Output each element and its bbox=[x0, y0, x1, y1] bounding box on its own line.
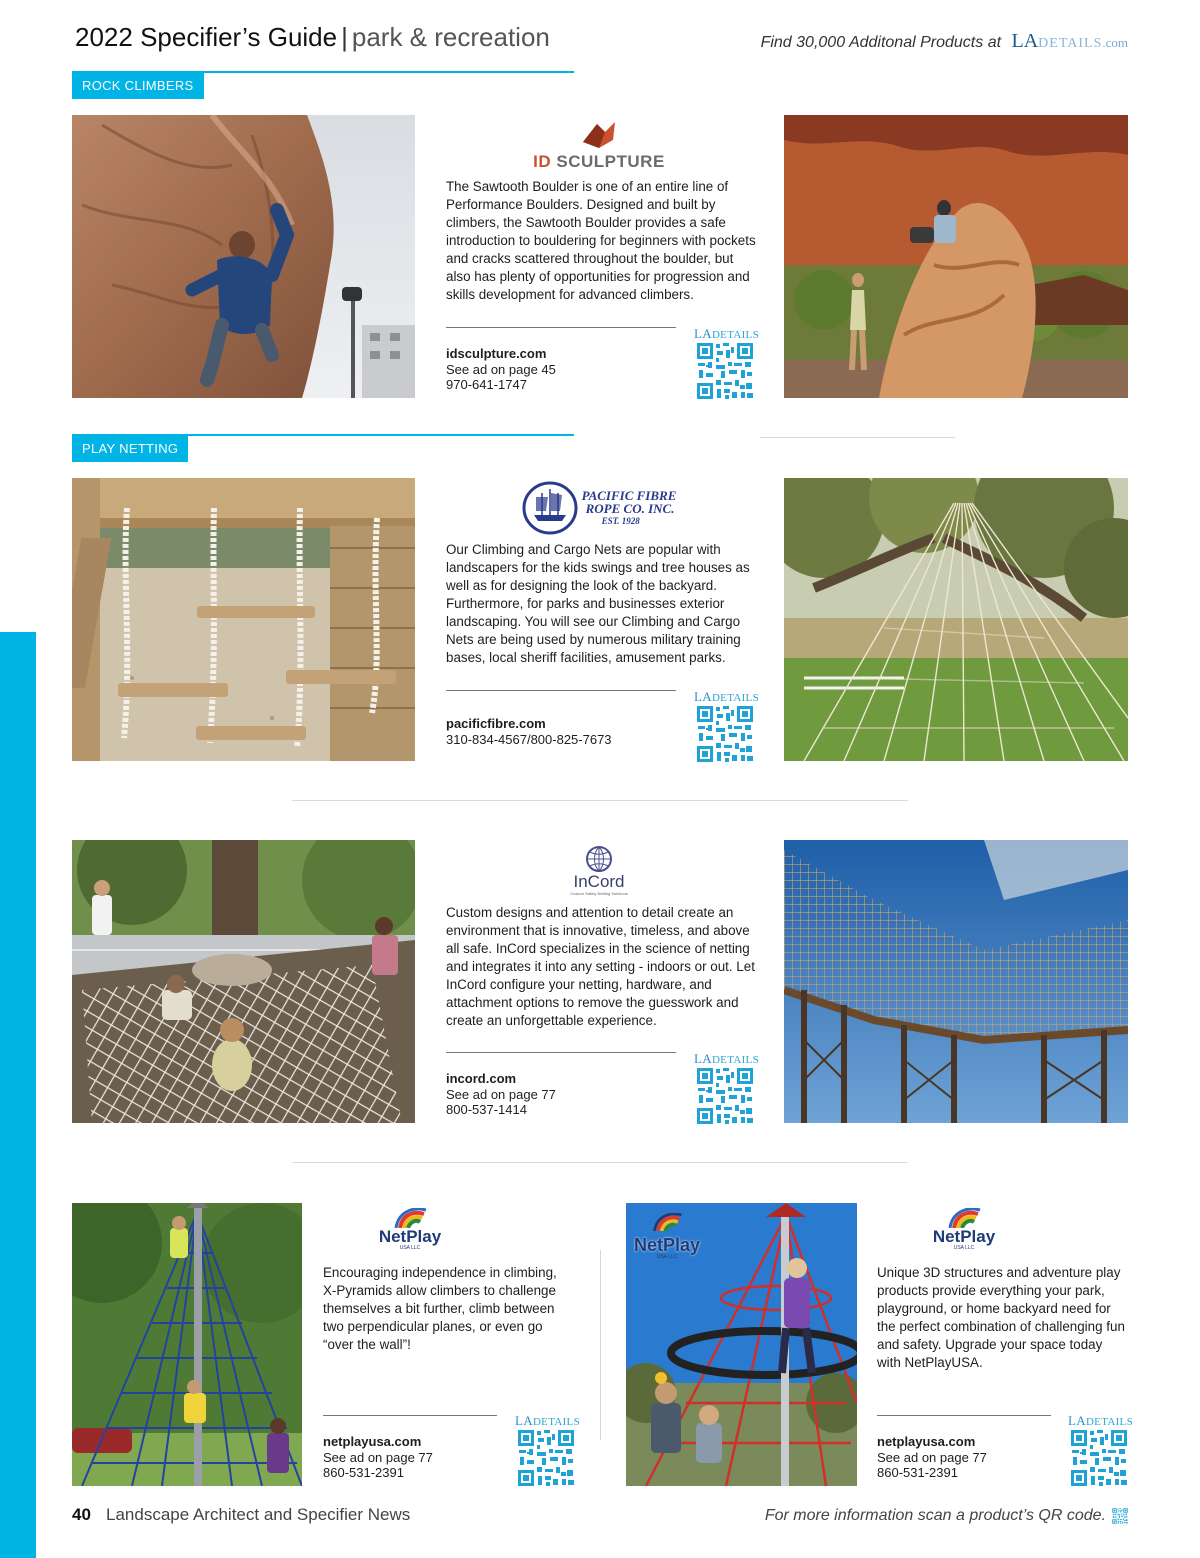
incord-website-link[interactable]: incord.com bbox=[446, 1071, 517, 1086]
qr-code-icon bbox=[1070, 1429, 1128, 1487]
photo-netplay-logo-sub: USA LLC bbox=[656, 1254, 678, 1260]
ship-emblem-icon bbox=[522, 481, 578, 535]
pacificfibre-contact bbox=[446, 716, 612, 747]
qr-ladetails-label bbox=[694, 326, 759, 342]
qr-code-icon bbox=[517, 1429, 575, 1487]
qr-code-icon bbox=[1112, 1508, 1128, 1524]
qr-ladetails-label bbox=[1068, 1413, 1133, 1429]
qr-label-la: LA bbox=[515, 1413, 533, 1428]
qr-code-icon bbox=[696, 705, 754, 763]
incord-logo bbox=[446, 842, 752, 898]
globe-icon bbox=[584, 845, 614, 873]
guide-title: 2022 Specifier’s Guide bbox=[75, 22, 338, 52]
netplay-arcs-icon bbox=[380, 1208, 440, 1228]
pacificfibre-logo bbox=[446, 480, 752, 536]
pacificfibre-logo-line3: EST. 1928 bbox=[601, 515, 640, 526]
photo-boulder-climber bbox=[72, 115, 415, 398]
divider bbox=[292, 1162, 908, 1163]
ladetails-logo-com: .com bbox=[1102, 35, 1128, 50]
qr-code-icon bbox=[696, 342, 754, 400]
netplay-3d-ad-ref: See ad on page 77 bbox=[877, 1449, 987, 1465]
netplay-pyramid-contact bbox=[323, 1434, 433, 1481]
publication-name: Landscape Architect and Specifier News bbox=[106, 1505, 411, 1524]
section-title: park & recreation bbox=[351, 22, 550, 52]
qr-ladetails-label bbox=[515, 1413, 580, 1429]
netplay-arcs-icon bbox=[637, 1213, 697, 1231]
netplay-logo-sub: USA LLC bbox=[953, 1244, 975, 1251]
netplay-logo bbox=[323, 1203, 497, 1255]
pacificfibre-qr[interactable] bbox=[694, 689, 759, 763]
header-promo bbox=[761, 30, 1128, 53]
photo-x-pyramid bbox=[72, 1203, 302, 1486]
incord-qr[interactable] bbox=[694, 1051, 759, 1125]
photo-tree-rope-net bbox=[784, 478, 1128, 761]
photo-netplay-logo bbox=[634, 1213, 700, 1260]
qr-label-la: LA bbox=[694, 326, 712, 341]
netplay-3d-phone: 860-531-2391 bbox=[877, 1465, 958, 1480]
ladetails-logo[interactable] bbox=[1011, 30, 1128, 52]
netplay-pyramid-phone: 860-531-2391 bbox=[323, 1465, 404, 1480]
idsculpture-logo-text: SCULPTURE bbox=[556, 152, 665, 171]
qr-label-details: DETAILS bbox=[711, 692, 759, 704]
netplay-arcs-icon bbox=[934, 1208, 994, 1228]
contact-rule bbox=[446, 690, 676, 691]
idsculpture-mark-icon bbox=[579, 118, 619, 150]
page-number: 40 bbox=[72, 1505, 91, 1524]
qr-label-la: LA bbox=[694, 689, 712, 704]
side-accent-bar bbox=[0, 632, 36, 1558]
pacificfibre-description: Our Climbing and Cargo Nets are popular with landscapers for the kids swings and tree houses as well as for designing the look of the backyard. Furthermore, for parks and businesses exterior landscaping. You will see our Climbing and Cargo Nets are being used by numerous military training bases, local sheriff facilities, amusement parks. bbox=[446, 542, 750, 665]
divider bbox=[292, 800, 908, 801]
netplay-logo bbox=[877, 1203, 1051, 1255]
incord-logo-tagline: Custom Safety Netting Solutions bbox=[570, 890, 628, 896]
footer-note-text: For more information scan a product’s QR code. bbox=[764, 1507, 1106, 1524]
photo-rope-bridge bbox=[784, 840, 1128, 1123]
netplay-3d-description: Unique 3D structures and adventure play products provide everything your park, playground, or home backyard need for the perfect combination of challenging fun and safety. Upgrade your space today with NetPlayUSA. bbox=[877, 1265, 1125, 1370]
idsculpture-phone: 970-641-1747 bbox=[446, 377, 527, 392]
netplay-logo-text: NetPlay bbox=[932, 1226, 996, 1246]
qr-label-details: DETAILS bbox=[711, 329, 759, 341]
promo-text: Find 30,000 Additonal Products at bbox=[760, 34, 1002, 51]
idsculpture-logo-id: ID bbox=[533, 152, 552, 171]
qr-label-details: DETAILS bbox=[1085, 1416, 1133, 1428]
netplay-logo-sub: USA LLC bbox=[399, 1244, 421, 1251]
pacificfibre-logo-line2: ROPE CO. INC. bbox=[585, 500, 675, 516]
qr-label-la: LA bbox=[1068, 1413, 1086, 1428]
netplay-pyramid-qr[interactable] bbox=[515, 1413, 580, 1487]
netplay-pyramid-website-link[interactable]: netplayusa.com bbox=[323, 1434, 422, 1449]
photo-netplay-structure bbox=[626, 1203, 857, 1486]
netplay-3d-website-link[interactable]: netplayusa.com bbox=[877, 1434, 976, 1449]
incord-phone: 800-537-1414 bbox=[446, 1102, 527, 1117]
idsculpture-qr[interactable] bbox=[694, 326, 759, 400]
contact-rule bbox=[323, 1415, 497, 1416]
netplay-pyramid-ad-ref: See ad on page 77 bbox=[323, 1449, 433, 1465]
pacificfibre-logo-line1: PACIFIC FIBRE bbox=[581, 487, 677, 503]
qr-ladetails-label bbox=[694, 689, 759, 705]
netplay-pyramid-description: Encouraging independence in climbing, X-Pyramids allow climbers to challenge themselves a bit further, climb between two perpendicular planes, or even go “over the wall”! bbox=[323, 1265, 557, 1352]
incord-description: Custom designs and attention to detail create an environment that is innovative, timeless, and above all safe. InCord specializes in the science of netting and integrates it into any setting - indoors or out. Let InCord configure your netting, hardware, and attachment options to remove the guesswork and create an unforgettable experience. bbox=[446, 905, 755, 1028]
ladetails-logo-details: DETAILS bbox=[1038, 36, 1103, 51]
idsculpture-contact bbox=[446, 346, 556, 393]
page-title bbox=[75, 22, 550, 53]
title-separator: | bbox=[341, 22, 348, 52]
incord-contact bbox=[446, 1071, 556, 1118]
qr-code-icon bbox=[696, 1067, 754, 1125]
photo-boulder-park bbox=[784, 115, 1128, 398]
pacificfibre-website-link[interactable]: pacificfibre.com bbox=[446, 716, 546, 731]
contact-rule bbox=[446, 327, 676, 328]
qr-label-details: DETAILS bbox=[711, 1054, 759, 1066]
ladetails-logo-la: LA bbox=[1011, 30, 1039, 52]
photo-netplay-logo-text: NetPlay bbox=[634, 1235, 701, 1255]
netplay-3d-qr[interactable] bbox=[1068, 1413, 1133, 1487]
idsculpture-logo bbox=[446, 116, 752, 174]
qr-label-details: DETAILS bbox=[532, 1416, 580, 1428]
section-tab-play-netting: PLAY NETTING bbox=[72, 436, 188, 462]
footer-note bbox=[765, 1507, 1128, 1525]
divider bbox=[760, 437, 955, 438]
qr-ladetails-label bbox=[694, 1051, 759, 1067]
photo-rope-ladder bbox=[72, 478, 415, 761]
section-tab-rock-climbers: ROCK CLIMBERS bbox=[72, 73, 204, 99]
idsculpture-ad-ref: See ad on page 45 bbox=[446, 361, 556, 377]
contact-rule bbox=[446, 1052, 676, 1053]
photo-net-kids bbox=[72, 840, 415, 1123]
incord-logo-text: InCord bbox=[573, 871, 625, 891]
pacificfibre-phone: 310-834-4567/800-825-7673 bbox=[446, 731, 612, 747]
incord-ad-ref: See ad on page 77 bbox=[446, 1086, 556, 1102]
qr-label-la: LA bbox=[694, 1051, 712, 1066]
contact-rule bbox=[877, 1415, 1051, 1416]
idsculpture-description: The Sawtooth Boulder is one of an entire line of Performance Boulders. Designed and built by climbers, the Sawtooth Boulder provides a safe introduction to bouldering for beginners with pockets and cracks scattered throughout the boulder, but also has plenty of opportunities for progression and skills development for advanced climbers. bbox=[446, 179, 756, 302]
idsculpture-website-link[interactable]: idsculpture.com bbox=[446, 346, 547, 361]
netplay-logo-text: NetPlay bbox=[378, 1226, 442, 1246]
netplay-3d-contact bbox=[877, 1434, 987, 1481]
column-divider bbox=[600, 1250, 601, 1440]
